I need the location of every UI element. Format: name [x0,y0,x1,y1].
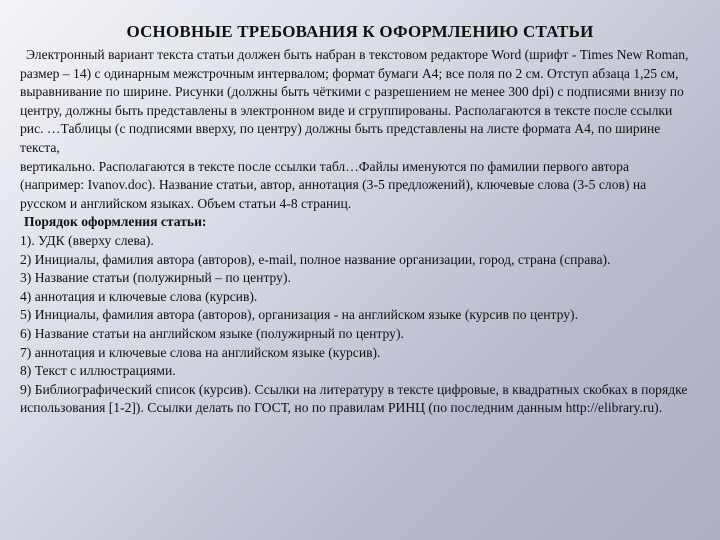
order-item-7: 7) аннотация и ключевые слова на английском языке (курсив). [20,344,381,360]
intro-paragraph: Электронный вариант текста статьи должен быть набран в текстовом редакторе Word (шрифт - Times New Roman, размер – 14) с одинарным межстрочным интервалом; формат бумаги А4; все поля по 2 см. Отступ абзаца 1,25 см, выравнивание по ширине. Рисунки (должны быть чёткими с разрешением не менее 300 dpi) с подписями внизу по центру, должны быть представлены в электронном виде и сгруппированы. Располагаются в тексте после ссылки рис. …Таблицы (с подписями вверху, по центру) должны быть представлены на листе формата А4, по ширине текста, [20,47,689,155]
order-item-6: 6) Название статьи на английском языке (полужирный по центру). [20,325,404,341]
order-item-2: 2) Инициалы, фамилия автора (авторов), e-mail, полное название организации, город, страна (справа). [20,251,611,267]
intro-paragraph-continued: вертикально. Располагаются в тексте после ссылки табл…Файлы именуются по фамилии первого автора (например: Ivanov.doc). Название статьи, автор, аннотация (3-5 предложений), ключевые слова (3-5 слов) на русском и английском языках. Объем статьи 4-8 страниц. [20,158,647,211]
order-item-1: 1). УДК (вверху слева). [20,232,154,248]
order-item-5: 5) Инициалы, фамилия автора (авторов), организация - на английском языке (курсив по центру). [20,307,578,323]
order-item-3: 3) Название статьи (полужирный – по центру). [20,270,291,286]
order-item-9: 9) Библиографический список (курсив). Ссылки на литературу в тексте цифровые, в квадратных скобках в порядке использования [1-2]). Ссылки делать по ГОСТ, но по правилам РИНЦ (по последним данным http://elibrary.ru). [20,381,688,416]
order-item-4: 4) аннотация и ключевые слова (курсив). [20,288,258,304]
slide-body [20,46,692,418]
order-heading: Порядок оформления статьи: [24,214,207,230]
order-item-8: 8) Текст с иллюстрациями. [20,363,176,379]
page-title: ОСНОВНЫЕ ТРЕБОВАНИЯ К ОФОРМЛЕНИЮ СТАТЬИ [126,22,594,41]
